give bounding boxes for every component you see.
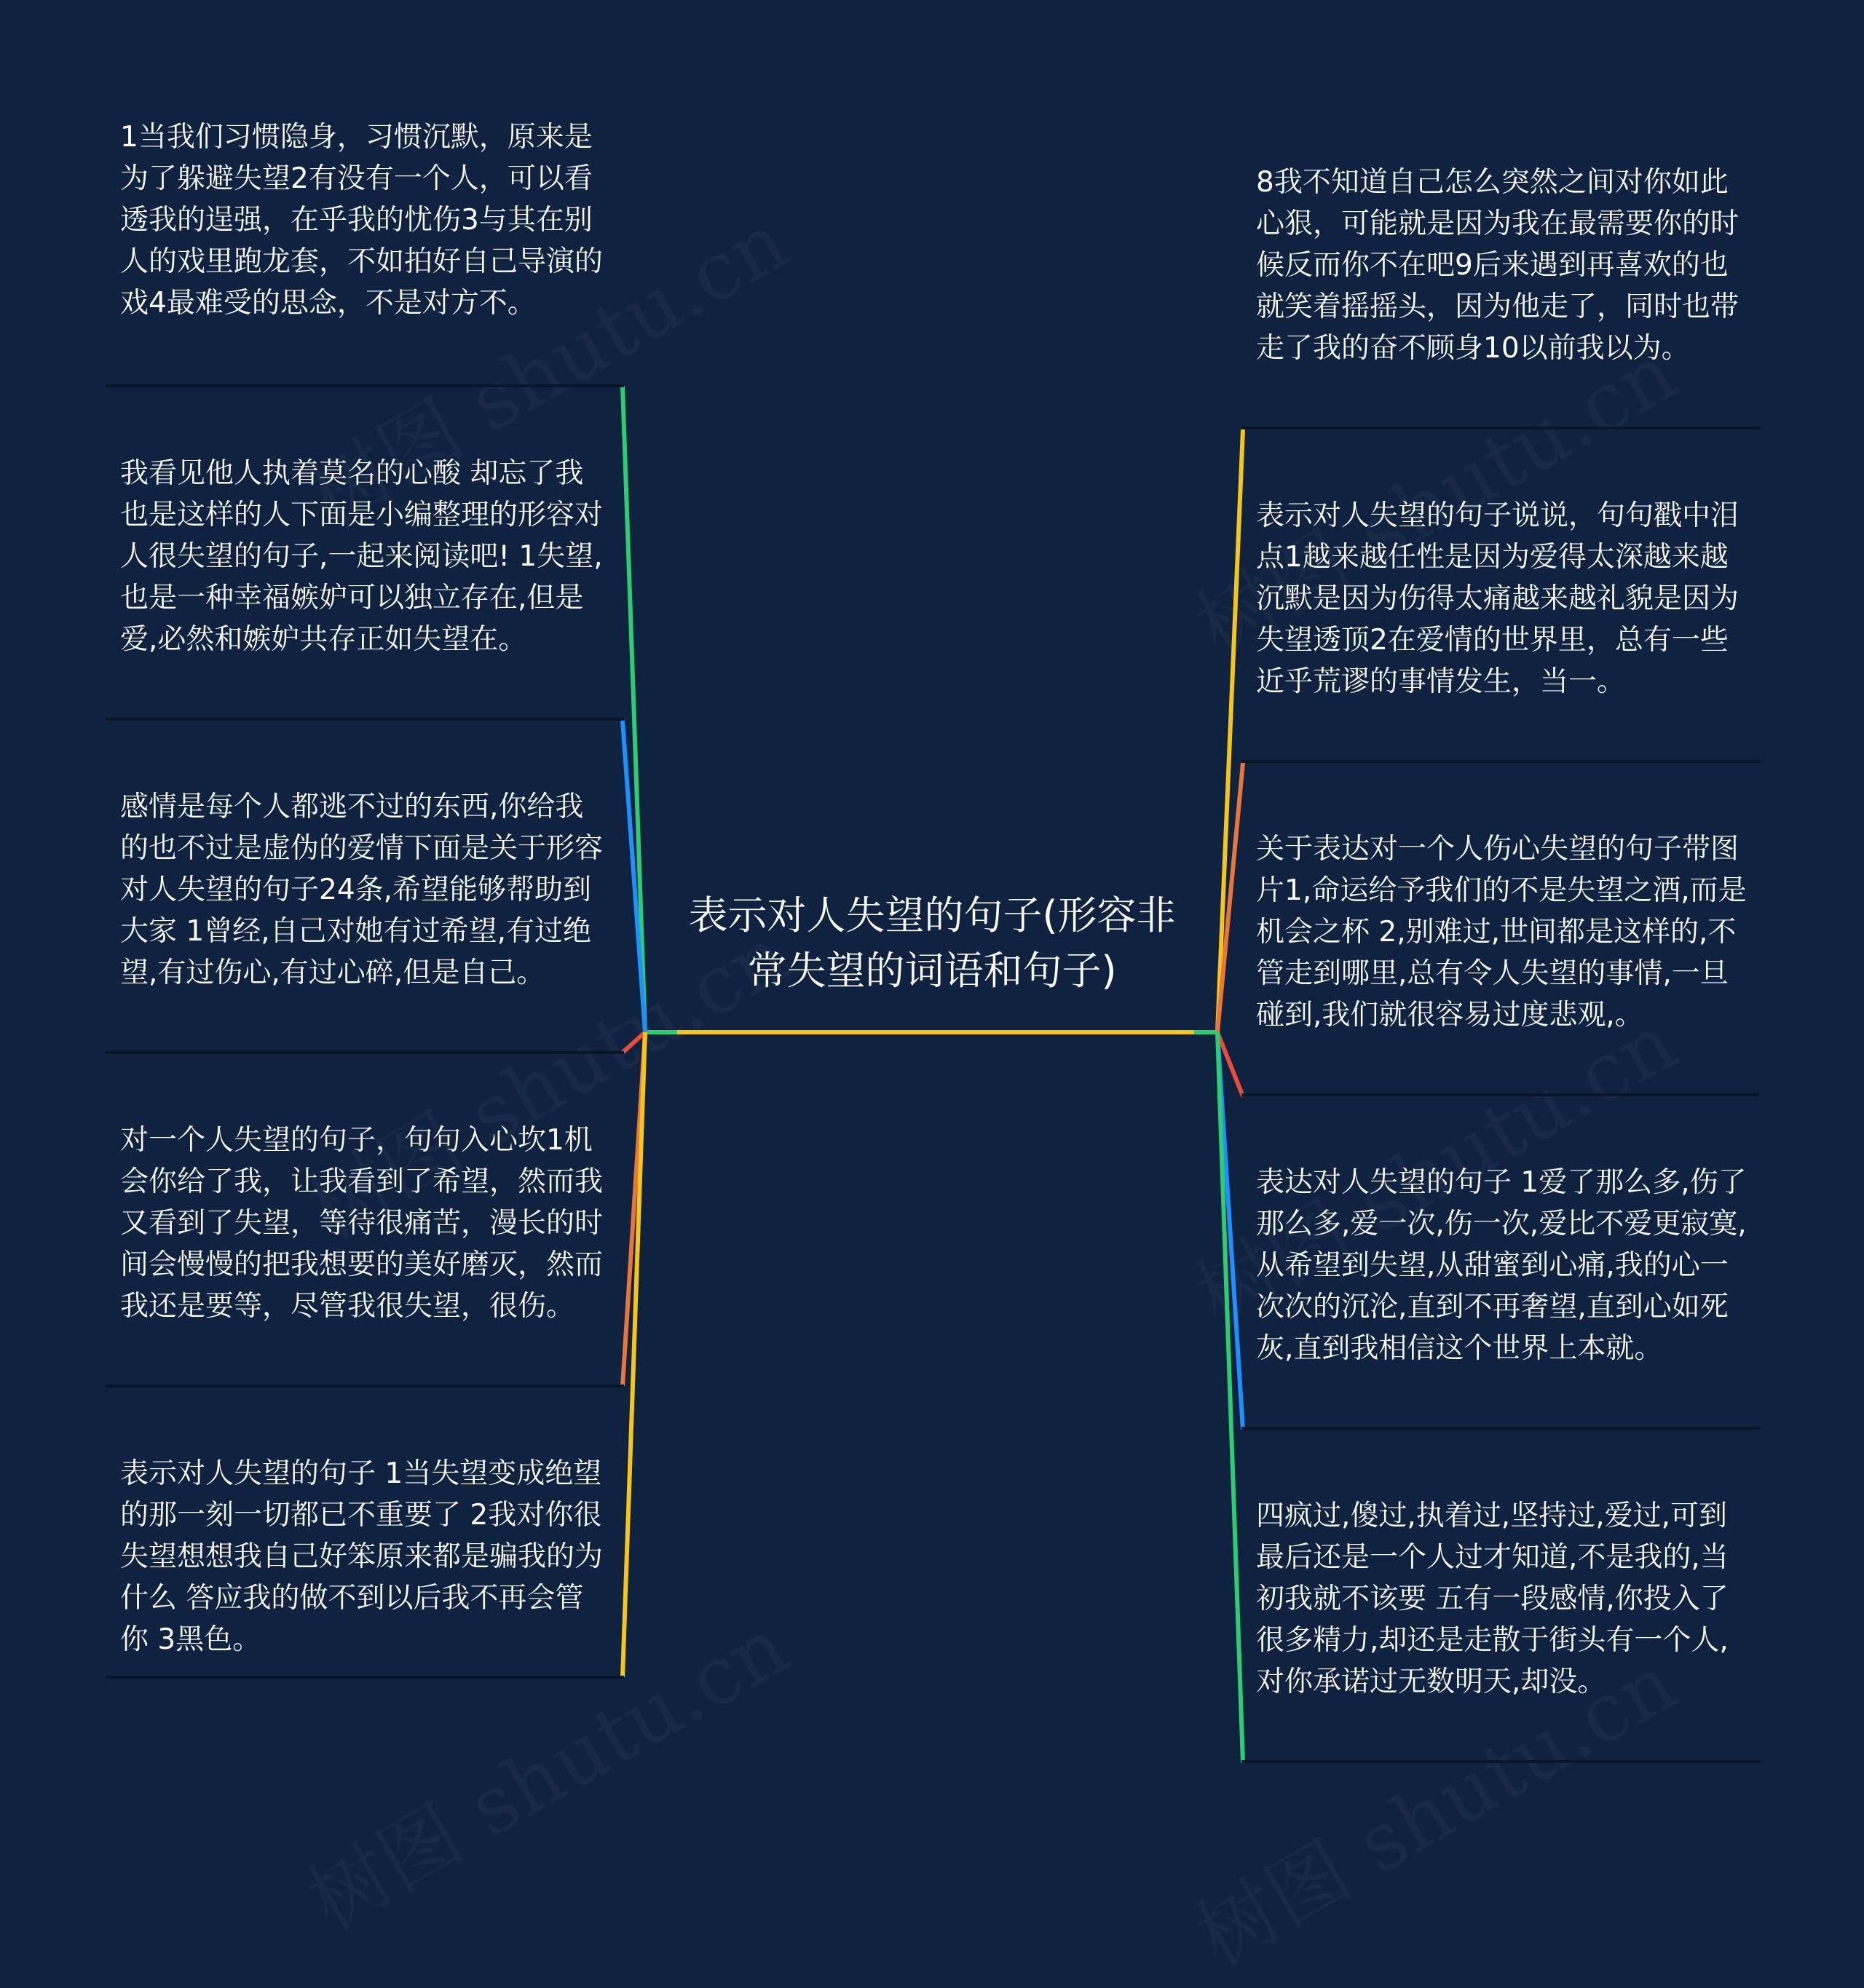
left-node-2-underline (106, 718, 624, 721)
left-node-4[interactable] (120, 1120, 608, 1327)
left-node-4-text: 对一个人失望的句子，句句入心坎1机会你给了我，让我看到了希望，然而我又看到了失望，等待很痛苦，漫长的时间会慢慢的把我想要的美好磨灭，然而我还是要等，尽管我很失望，很伤。 (120, 1124, 604, 1323)
left-branch-line-1 (623, 386, 645, 1032)
central-topic[interactable]: 表示对人失望的句子(形容非常失望的词语和句子) (688, 892, 1176, 994)
left-node-3[interactable] (120, 786, 608, 994)
right-node-5-underline (1241, 1760, 1760, 1763)
left-branch-line-3 (623, 1032, 645, 1053)
right-branch-line-1 (1217, 429, 1243, 1032)
right-node-2-text: 表示对人失望的句子说说，句句戳中泪点1越来越任性是因为爱得太深越来越沉默是因为伤得太痛越来越礼貌是因为失望透顶2在爱情的世界里，总有一些近乎荒谬的事情发生，当一。 (1256, 499, 1739, 698)
right-node-1[interactable] (1256, 162, 1751, 369)
left-node-1[interactable] (120, 116, 608, 324)
right-node-3-underline (1241, 1093, 1760, 1096)
left-node-2[interactable] (120, 453, 608, 660)
left-node-5-underline (106, 1676, 624, 1679)
left-node-5-text: 表示对人失望的句子 1当失望变成绝望的那一刻一切都已不重要了 2我对你很失望想想我自己好笨原来都是骗我的为什么 答应我的做不到以后我不再会管你 3黑色。 (120, 1457, 604, 1656)
right-node-2-underline (1241, 760, 1760, 763)
right-node-3-text: 关于表达对一个人伤心失望的句子带图片1,命运给予我们的不是失望之酒,而是机会之杯 2,别难过,世间都是这样的,不管走到哪里,总有令人失望的事情,一旦碰到,我们就很容易过度悲观,。 (1256, 833, 1747, 1031)
left-node-5[interactable] (120, 1453, 608, 1660)
left-node-2-text: 我看见他人执着莫名的心酸 却忘了我也是这样的人下面是小编整理的形容对人很失望的句子,一起来阅读吧! 1失望,也是一种幸福嫉妒可以独立存在,但是爱,必然和嫉妒共存正如失望在。 (120, 457, 604, 656)
right-node-4-underline (1241, 1427, 1760, 1430)
right-node-4[interactable] (1256, 1162, 1751, 1369)
right-node-5-text: 四疯过,傻过,执着过,坚持过,爱过,可到最后还是一个人过才知道,不是我的,当初我就不该要 五有一段感情,你投入了很多精力,却还是走散于街头有一个人,对你承诺过无数明天,却没。 (1256, 1500, 1729, 1698)
right-node-5[interactable] (1256, 1495, 1751, 1703)
left-node-4-underline (106, 1385, 624, 1387)
right-node-4-text: 表达对人失望的句子 1爱了那么多,伤了那么多,爱一次,伤一次,爱比不爱更寂寞,从希望到失望,从甜蜜到心痛,我的心一次次的沉沦,直到不再奢望,直到心如死灰,直到我相信这个世界上本就。 (1256, 1166, 1747, 1365)
right-node-1-underline (1241, 427, 1760, 429)
right-node-3[interactable] (1256, 828, 1751, 1036)
left-node-3-text: 感情是每个人都逃不过的东西,你给我的也不过是虚伪的爱情下面是关于形容对人失望的句子24条,希望能够帮助到大家 1曾经,自己对她有过希望,有过绝望,有过伤心,有过心碎,但是自己。 (120, 791, 604, 989)
left-node-1-text: 1当我们习惯隐身，习惯沉默，原来是为了躲避失望2有没有一个人，可以看透我的逞强，在乎我的忧伤3与其在别人的戏里跑龙套，不如拍好自己导演的戏4最难受的思念，不是对方不。 (120, 121, 604, 320)
right-node-2[interactable] (1256, 495, 1751, 702)
right-node-1-text: 8我不知道自己怎么突然之间对你如此心狠，可能就是因为我在最需要你的时候反而你不在吧9后来遇到再喜欢的也就笑着摇摇头，因为他走了，同时也带走了我的奋不顾身10以前我以为。 (1256, 166, 1739, 365)
left-node-3-underline (106, 1051, 624, 1054)
left-node-1-underline (106, 384, 624, 387)
